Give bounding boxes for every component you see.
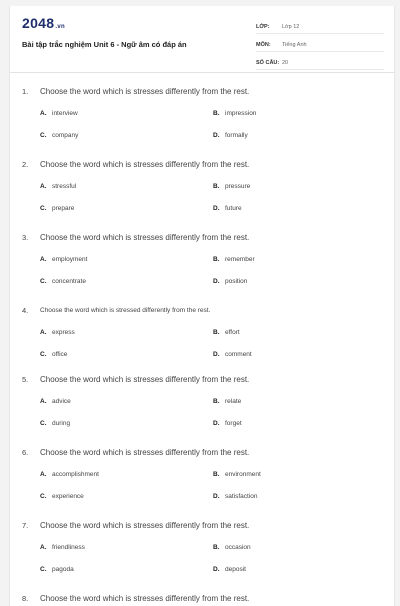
answer-option[interactable]	[40, 471, 99, 478]
meta-row-subject	[256, 39, 384, 52]
worksheet-header	[10, 6, 394, 73]
meta-label: LỚP:	[256, 24, 270, 30]
worksheet-page	[9, 6, 395, 606]
answer-option[interactable]	[213, 566, 246, 573]
logo-main: 2048	[22, 15, 55, 31]
option-text: experience	[52, 493, 84, 500]
option-text: advice	[52, 398, 71, 405]
meta-value: Lớp 12	[282, 24, 300, 30]
question-number: 1.	[22, 87, 29, 96]
answer-option[interactable]	[213, 351, 252, 358]
meta-row-grade	[256, 21, 384, 34]
option-text: friendliness	[52, 544, 85, 551]
option-letter: C.	[40, 493, 47, 500]
question-number: 5.	[22, 375, 29, 384]
option-letter: A.	[40, 183, 47, 190]
answer-option[interactable]	[40, 278, 86, 285]
option-letter: A.	[40, 256, 47, 263]
option-letter: C.	[40, 205, 47, 212]
question-number: 7.	[22, 521, 29, 530]
option-text: interview	[52, 110, 78, 117]
option-letter: C.	[40, 132, 47, 139]
site-logo[interactable]	[22, 15, 65, 31]
option-letter: D.	[213, 132, 220, 139]
option-text: pagoda	[52, 566, 74, 573]
option-letter: C.	[40, 420, 47, 427]
option-text: environment	[225, 471, 261, 478]
option-letter: B.	[213, 471, 220, 478]
option-letter: C.	[40, 351, 47, 358]
option-text: comment	[225, 351, 252, 358]
answer-option[interactable]	[40, 493, 84, 500]
option-letter: D.	[213, 351, 220, 358]
option-text: stressful	[52, 183, 77, 190]
answer-option[interactable]	[40, 351, 67, 358]
option-letter: D.	[213, 566, 220, 573]
answer-option[interactable]	[213, 471, 261, 478]
option-letter: A.	[40, 329, 47, 336]
meta-label: SỐ CÂU:	[256, 60, 280, 66]
option-text: deposit	[225, 566, 246, 573]
answer-option[interactable]	[40, 132, 78, 139]
option-text: future	[225, 205, 242, 212]
meta-info	[256, 21, 384, 75]
answer-option[interactable]	[40, 183, 76, 190]
option-text: during	[52, 420, 71, 427]
option-text: prepare	[52, 205, 75, 212]
option-text: satisfaction	[225, 493, 258, 500]
option-text: formally	[225, 132, 248, 139]
answer-option[interactable]	[213, 544, 251, 551]
answer-option[interactable]	[40, 566, 74, 573]
answer-option[interactable]	[213, 329, 240, 336]
option-letter: A.	[40, 544, 47, 551]
option-letter: A.	[40, 398, 47, 405]
answer-option[interactable]	[213, 278, 247, 285]
option-text: accomplishment	[52, 471, 99, 478]
option-text: company	[52, 132, 79, 139]
answer-option[interactable]	[40, 420, 70, 427]
option-text: effort	[225, 329, 240, 336]
question-number: 4.	[22, 306, 29, 315]
option-text: remember	[225, 256, 255, 263]
answer-option[interactable]	[213, 110, 256, 117]
answer-option[interactable]	[40, 256, 87, 263]
option-text: pressure	[225, 183, 251, 190]
option-text: position	[225, 278, 248, 285]
option-text: impression	[225, 110, 257, 117]
option-letter: D.	[213, 420, 220, 427]
option-letter: C.	[40, 566, 47, 573]
option-letter: C.	[40, 278, 47, 285]
meta-value: Tiếng Anh	[282, 42, 307, 48]
option-text: express	[52, 329, 75, 336]
option-text: relate	[225, 398, 242, 405]
question-text: Choose the word which is stresses differently from the rest.	[40, 233, 250, 242]
question-text: Choose the word which is stresses differently from the rest.	[40, 160, 250, 169]
option-letter: D.	[213, 205, 220, 212]
meta-label: MÔN:	[256, 42, 271, 48]
meta-value: 20	[282, 60, 289, 66]
answer-option[interactable]	[213, 493, 258, 500]
question-number: 6.	[22, 448, 29, 457]
answer-option[interactable]	[213, 398, 241, 405]
question-number: 3.	[22, 233, 29, 242]
logo-sub: .vn	[55, 24, 65, 30]
option-letter: D.	[213, 493, 220, 500]
option-text: occasion	[225, 544, 251, 551]
answer-option[interactable]	[213, 420, 242, 427]
option-letter: D.	[213, 278, 220, 285]
answer-option[interactable]	[40, 110, 78, 117]
question-text: Choose the word which is stressed differently from the rest.	[40, 307, 211, 314]
question-text: Choose the word which is stresses differently from the rest.	[40, 448, 250, 457]
answer-option[interactable]	[40, 329, 75, 336]
option-text: employment	[52, 256, 88, 263]
question-text: Choose the word which is stresses differently from the rest.	[40, 87, 250, 96]
answer-option[interactable]	[40, 544, 85, 551]
option-letter: B.	[213, 110, 220, 117]
question-text: Choose the word which is stresses differently from the rest.	[40, 594, 250, 603]
answer-option[interactable]	[213, 183, 250, 190]
option-text: forget	[225, 420, 242, 427]
answer-option[interactable]	[213, 205, 242, 212]
option-text: concentrate	[52, 278, 86, 285]
option-letter: B.	[213, 183, 220, 190]
question-number: 8.	[22, 594, 29, 603]
option-letter: B.	[213, 256, 220, 263]
option-letter: B.	[213, 398, 220, 405]
answer-option[interactable]	[40, 398, 71, 405]
option-text: office	[52, 351, 68, 358]
option-letter: A.	[40, 110, 47, 117]
meta-row-count	[256, 57, 384, 70]
question-text: Choose the word which is stresses differently from the rest.	[40, 521, 250, 530]
question-number: 2.	[22, 160, 29, 169]
question-text: Choose the word which is stresses differently from the rest.	[40, 375, 250, 384]
option-letter: B.	[213, 329, 220, 336]
option-letter: B.	[213, 544, 220, 551]
answer-option[interactable]	[213, 132, 248, 139]
option-letter: A.	[40, 471, 47, 478]
document-title: Bài tập trắc nghiệm Unit 6 - Ngữ âm có đáp án	[22, 40, 187, 49]
answer-option[interactable]	[40, 205, 74, 212]
answer-option[interactable]	[213, 256, 255, 263]
